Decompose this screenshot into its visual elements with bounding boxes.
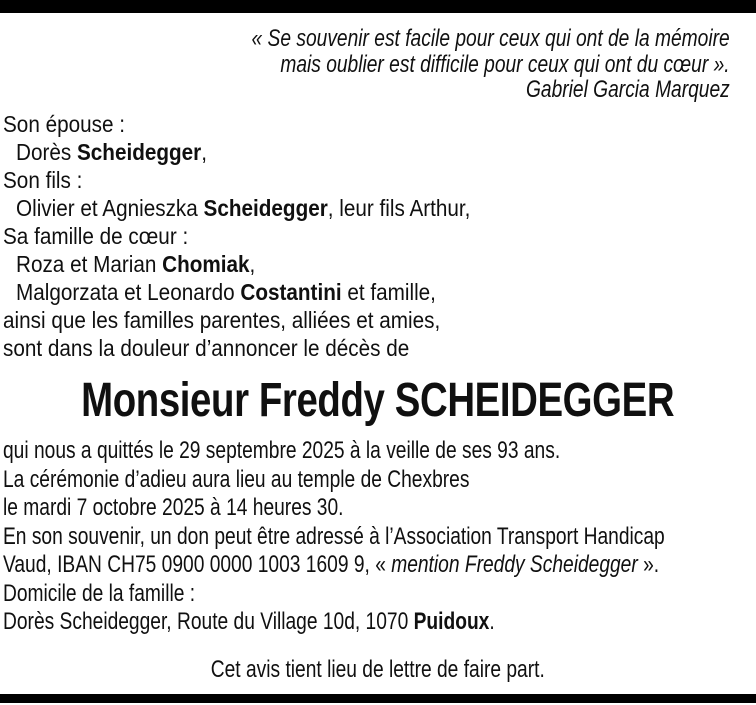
- family-line: [3, 222, 756, 250]
- text-segment-group: [3, 110, 125, 138]
- text-segment-group: [3, 437, 560, 466]
- text-segment-group: [3, 551, 659, 580]
- text-segment-group: [3, 466, 469, 495]
- body-line: [3, 437, 756, 466]
- text-segment: Domicile de la famille :: [3, 579, 196, 607]
- ceremony-details-block: [3, 437, 756, 637]
- deceased-name-text: Monsieur Freddy SCHEIDEGGER: [81, 374, 675, 427]
- text-segment: , leur fils Arthur,: [327, 195, 471, 221]
- text-segment-group: [526, 77, 730, 103]
- family-line: [3, 278, 756, 306]
- text-segment: ainsi que les familles parentes, alliées et amies,: [3, 307, 441, 333]
- text-segment: mais oublier est difficile pour ceux qui ont du cœur ».: [280, 50, 730, 78]
- text-segment: ,: [201, 139, 207, 165]
- family-line: [3, 334, 756, 362]
- text-segment: « Se souvenir est facile pour ceux qui ont de la mémoire: [251, 25, 730, 52]
- text-segment: ».: [637, 551, 660, 578]
- family-announcement-block: [3, 110, 756, 362]
- text-segment: En son souvenir, un don peut être adressé à l’Association Transport Handicap: [3, 522, 665, 550]
- text-segment: Scheidegger: [203, 195, 328, 221]
- text-segment: Olivier et Agnieszka: [16, 195, 204, 221]
- body-line: [3, 580, 756, 609]
- text-segment: ,: [249, 251, 256, 277]
- text-segment-group: [16, 138, 207, 166]
- body-line: [3, 523, 756, 552]
- text-segment: le mardi 7 octobre 2025 à 14 heures 30.: [3, 494, 344, 521]
- text-segment-group: [3, 580, 195, 609]
- text-segment: et famille,: [341, 279, 436, 305]
- text-segment: Chomiak: [162, 251, 250, 277]
- family-line: [3, 166, 756, 194]
- text-segment: Son épouse :: [3, 111, 126, 137]
- bottom-border-bar: [0, 694, 756, 703]
- text-segment-group: [3, 334, 409, 362]
- body-line: [3, 551, 756, 580]
- text-segment: qui nous a quittés le 29 septembre 2025 à la veille de ses 93 ans.: [3, 437, 561, 464]
- family-line: [3, 194, 756, 222]
- text-segment-group: [281, 52, 730, 78]
- top-border-bar: [0, 0, 756, 13]
- quote-line: [0, 77, 730, 103]
- text-segment: Roza et Marian: [16, 251, 163, 277]
- family-line: [3, 138, 756, 166]
- text-segment: Scheidegger: [76, 139, 202, 165]
- text-segment-group: [3, 306, 440, 334]
- text-segment-group: [3, 222, 188, 250]
- text-segment-group: [16, 278, 436, 306]
- footer-notice-text: Cet avis tient lieu de lettre de faire part.: [210, 656, 546, 683]
- quote-line: [0, 52, 730, 78]
- text-segment-group: [3, 166, 82, 194]
- quote-line: [0, 26, 730, 52]
- family-line: [3, 306, 756, 334]
- deceased-name-title: [0, 372, 756, 430]
- body-line: [3, 608, 756, 637]
- text-segment: Vaud, IBAN CH75 0900 0000 1003 1609 9, «: [3, 551, 392, 578]
- text-segment-group: [252, 26, 730, 52]
- text-segment: Gabriel Garcia Marquez: [526, 76, 730, 103]
- text-segment: sont dans la douleur d’annoncer le décès de: [3, 335, 410, 361]
- family-line: [3, 250, 756, 278]
- text-segment: Sa famille de cœur :: [3, 223, 189, 249]
- text-segment-group: [16, 250, 255, 278]
- text-segment-group: [3, 608, 495, 637]
- text-segment: Malgorzata et Leonardo: [16, 279, 241, 305]
- family-line: [3, 110, 756, 138]
- text-segment: .: [489, 608, 495, 635]
- text-segment-group: [3, 494, 344, 523]
- body-line: [3, 494, 756, 523]
- text-segment: Puidoux: [413, 608, 490, 635]
- text-segment: Son fils :: [3, 167, 83, 193]
- memorial-quote-block: [0, 26, 730, 103]
- text-segment-group: [3, 523, 665, 552]
- text-segment: Dorès Scheidegger, Route du Village 10d, 1070: [3, 608, 414, 635]
- footer-notice: [0, 656, 756, 684]
- text-segment: Dorès: [16, 139, 77, 165]
- text-segment: La cérémonie d’adieu aura lieu au temple de Chexbres: [3, 465, 470, 493]
- body-line: [3, 466, 756, 495]
- text-segment: Costantini: [240, 279, 342, 305]
- text-segment-group: [16, 194, 470, 222]
- text-segment: mention Freddy Scheidegger: [391, 551, 638, 578]
